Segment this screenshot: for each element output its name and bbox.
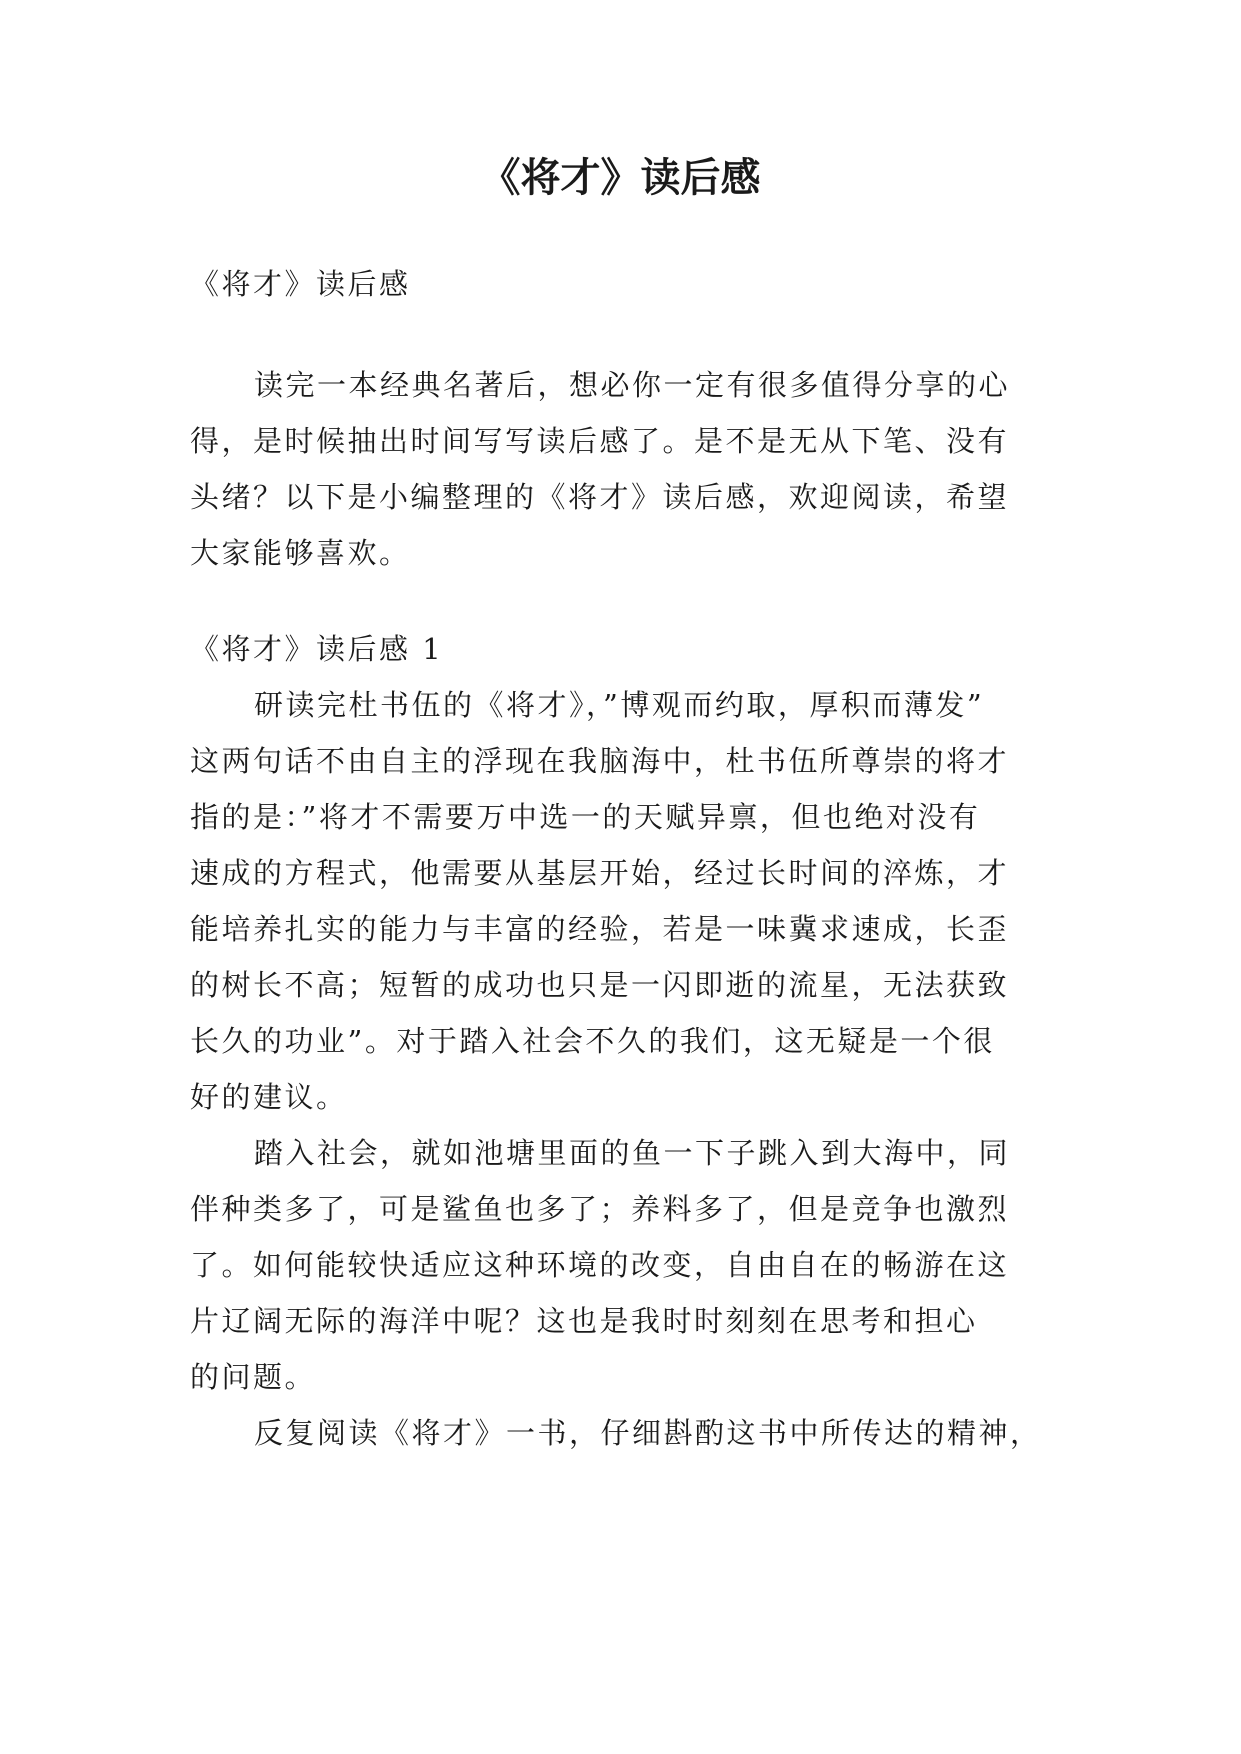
- intro-line: 大家能够喜欢。: [190, 536, 411, 570]
- paragraph-line: 指的是：”将才不需要万中选一的天赋异禀，但也绝对没有: [190, 800, 981, 834]
- document-title: 《将才》读后感: [480, 155, 761, 201]
- intro-line: 得，是时候抽出时间写写读后感了。是不是无从下笔、没有: [190, 424, 1010, 458]
- paragraph-line: 的树长不高；短暂的成功也只是一闪即逝的流星，无法获致: [190, 968, 1010, 1002]
- paragraph-line: 了。如何能较快适应这种环境的改变，自由自在的畅游在这: [190, 1248, 1010, 1282]
- paragraph-line: 研读完杜书伍的《将才》，”博观而约取，厚积而薄发”: [254, 688, 985, 722]
- paragraph-line: 片辽阔无际的海洋中呢？这也是我时时刻刻在思考和担心: [190, 1304, 978, 1338]
- subtitle: 《将才》读后感: [190, 267, 411, 301]
- paragraph-line: 能培养扎实的能力与丰富的经验，若是一味冀求速成，长歪: [190, 912, 1010, 946]
- paragraph-line: 伴种类多了，可是鲨鱼也多了；养料多了，但是竞争也激烈: [190, 1192, 1010, 1226]
- paragraph-line: 好的建议。: [190, 1080, 348, 1114]
- paragraph-line: 这两句话不由自主的浮现在我脑海中，杜书伍所尊崇的将才: [190, 744, 1010, 778]
- paragraph-line: 反复阅读《将才》一书，仔细斟酌这书中所传达的精神，: [254, 1416, 1042, 1450]
- section-heading: 《将才》读后感 1: [190, 632, 444, 666]
- intro-line: 读完一本经典名著后，想必你一定有很多值得分享的心: [254, 368, 1011, 402]
- paragraph-line: 踏入社会，就如池塘里面的鱼一下子跳入到大海中，同: [254, 1136, 1011, 1170]
- intro-line: 头绪？以下是小编整理的《将才》读后感，欢迎阅读，希望: [190, 480, 1010, 514]
- paragraph-line: 速成的方程式，他需要从基层开始，经过长时间的淬炼，才: [190, 856, 1010, 890]
- paragraph-line: 长久的功业”。对于踏入社会不久的我们，这无疑是一个很: [190, 1024, 995, 1058]
- paragraph-line: 的问题。: [190, 1360, 317, 1394]
